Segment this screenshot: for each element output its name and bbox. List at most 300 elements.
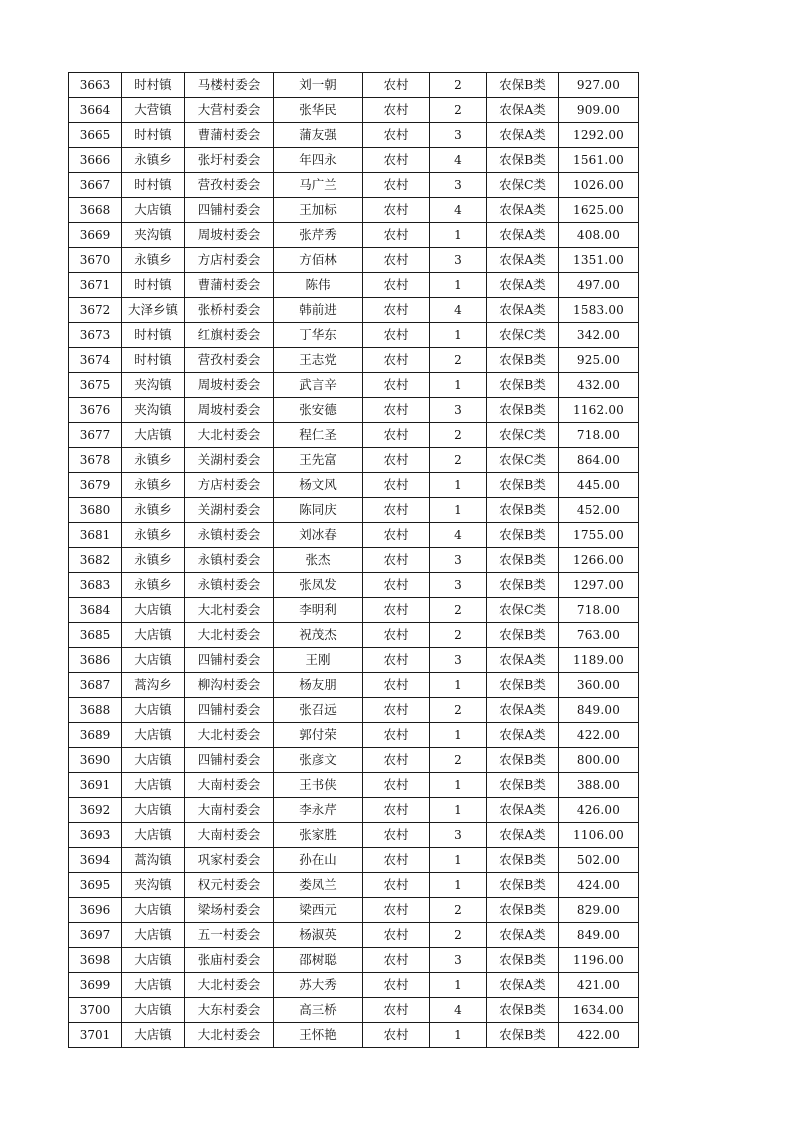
village-committee-cell: 张桥村委会 (185, 298, 274, 323)
insurance-category-cell: 农保A类 (487, 698, 559, 723)
table-row (69, 123, 639, 148)
table-row (69, 398, 639, 423)
family-size-cell: 3 (430, 398, 487, 423)
township-cell: 大店镇 (122, 773, 185, 798)
family-size-cell: 1 (430, 273, 487, 298)
village-committee-cell: 权元村委会 (185, 873, 274, 898)
record-id-cell: 3697 (69, 923, 122, 948)
insurance-category-cell: 农保B类 (487, 373, 559, 398)
amount-cell: 1351.00 (559, 248, 639, 273)
township-cell: 大店镇 (122, 998, 185, 1023)
person-name-cell: 丁华东 (274, 323, 363, 348)
township-cell: 大店镇 (122, 648, 185, 673)
township-cell: 夹沟镇 (122, 398, 185, 423)
record-id-cell: 3664 (69, 98, 122, 123)
household-type-cell: 农村 (363, 673, 430, 698)
household-type-cell: 农村 (363, 148, 430, 173)
household-type-cell: 农村 (363, 523, 430, 548)
amount-cell: 849.00 (559, 923, 639, 948)
family-size-cell: 2 (430, 898, 487, 923)
insurance-category-cell: 农保B类 (487, 548, 559, 573)
record-id-cell: 3679 (69, 473, 122, 498)
person-name-cell: 张杰 (274, 548, 363, 573)
table-row (69, 98, 639, 123)
amount-cell: 1189.00 (559, 648, 639, 673)
table-row (69, 923, 639, 948)
insurance-category-cell: 农保B类 (487, 73, 559, 98)
household-type-cell: 农村 (363, 848, 430, 873)
table-row (69, 773, 639, 798)
table-row (69, 473, 639, 498)
village-committee-cell: 四铺村委会 (185, 198, 274, 223)
family-size-cell: 3 (430, 573, 487, 598)
family-size-cell: 1 (430, 373, 487, 398)
village-committee-cell: 方店村委会 (185, 473, 274, 498)
township-cell: 夹沟镇 (122, 873, 185, 898)
family-size-cell: 1 (430, 673, 487, 698)
table-row (69, 573, 639, 598)
record-id-cell: 3682 (69, 548, 122, 573)
family-size-cell: 1 (430, 473, 487, 498)
amount-cell: 422.00 (559, 1023, 639, 1048)
record-id-cell: 3686 (69, 648, 122, 673)
family-size-cell: 2 (430, 698, 487, 723)
table-row (69, 198, 639, 223)
household-type-cell: 农村 (363, 398, 430, 423)
person-name-cell: 郭付荣 (274, 723, 363, 748)
amount-cell: 424.00 (559, 873, 639, 898)
record-id-cell: 3696 (69, 898, 122, 923)
township-cell: 时村镇 (122, 348, 185, 373)
person-name-cell: 张彦文 (274, 748, 363, 773)
person-name-cell: 杨文风 (274, 473, 363, 498)
household-type-cell: 农村 (363, 348, 430, 373)
person-name-cell: 张召远 (274, 698, 363, 723)
household-type-cell: 农村 (363, 998, 430, 1023)
record-id-cell: 3690 (69, 748, 122, 773)
amount-cell: 388.00 (559, 773, 639, 798)
family-size-cell: 2 (430, 923, 487, 948)
record-id-cell: 3675 (69, 373, 122, 398)
table-row (69, 873, 639, 898)
record-id-cell: 3689 (69, 723, 122, 748)
insurance-category-cell: 农保B类 (487, 948, 559, 973)
township-cell: 大店镇 (122, 698, 185, 723)
record-id-cell: 3669 (69, 223, 122, 248)
amount-cell: 502.00 (559, 848, 639, 873)
record-id-cell: 3680 (69, 498, 122, 523)
amount-cell: 1292.00 (559, 123, 639, 148)
person-name-cell: 刘一朝 (274, 73, 363, 98)
township-cell: 大店镇 (122, 598, 185, 623)
insurance-category-cell: 农保A类 (487, 223, 559, 248)
township-cell: 大店镇 (122, 423, 185, 448)
insurance-category-cell: 农保A类 (487, 723, 559, 748)
insurance-category-cell: 农保A类 (487, 298, 559, 323)
household-type-cell: 农村 (363, 123, 430, 148)
table-row (69, 273, 639, 298)
record-id-cell: 3678 (69, 448, 122, 473)
township-cell: 时村镇 (122, 273, 185, 298)
amount-cell: 360.00 (559, 673, 639, 698)
record-id-cell: 3692 (69, 798, 122, 823)
table-row (69, 498, 639, 523)
table-row (69, 423, 639, 448)
person-name-cell: 杨淑英 (274, 923, 363, 948)
household-type-cell: 农村 (363, 623, 430, 648)
family-size-cell: 1 (430, 323, 487, 348)
insurance-category-cell: 农保B类 (487, 498, 559, 523)
amount-cell: 909.00 (559, 98, 639, 123)
amount-cell: 452.00 (559, 498, 639, 523)
household-type-cell: 农村 (363, 223, 430, 248)
record-id-cell: 3691 (69, 773, 122, 798)
amount-cell: 1106.00 (559, 823, 639, 848)
insurance-category-cell: 农保A类 (487, 123, 559, 148)
person-name-cell: 陈同庆 (274, 498, 363, 523)
record-id-cell: 3677 (69, 423, 122, 448)
table-row (69, 548, 639, 573)
village-committee-cell: 永镇村委会 (185, 548, 274, 573)
household-type-cell: 农村 (363, 548, 430, 573)
township-cell: 永镇乡 (122, 573, 185, 598)
family-size-cell: 4 (430, 998, 487, 1023)
table-row (69, 448, 639, 473)
record-id-cell: 3672 (69, 298, 122, 323)
table-row (69, 798, 639, 823)
family-size-cell: 2 (430, 623, 487, 648)
insurance-category-cell: 农保B类 (487, 998, 559, 1023)
insurance-category-cell: 农保C类 (487, 598, 559, 623)
insurance-category-cell: 农保A类 (487, 823, 559, 848)
person-name-cell: 王书侠 (274, 773, 363, 798)
village-committee-cell: 大北村委会 (185, 598, 274, 623)
family-size-cell: 1 (430, 773, 487, 798)
township-cell: 大店镇 (122, 823, 185, 848)
insurance-category-cell: 农保B类 (487, 748, 559, 773)
village-committee-cell: 周坡村委会 (185, 398, 274, 423)
village-committee-cell: 关湖村委会 (185, 498, 274, 523)
insurance-category-cell: 农保C类 (487, 423, 559, 448)
table-row (69, 723, 639, 748)
record-id-cell: 3695 (69, 873, 122, 898)
family-size-cell: 4 (430, 523, 487, 548)
table-row (69, 1023, 639, 1048)
records-table (68, 72, 639, 1048)
table-row (69, 173, 639, 198)
village-committee-cell: 营孜村委会 (185, 173, 274, 198)
record-id-cell: 3671 (69, 273, 122, 298)
family-size-cell: 2 (430, 448, 487, 473)
township-cell: 大泽乡镇 (122, 298, 185, 323)
record-id-cell: 3663 (69, 73, 122, 98)
household-type-cell: 农村 (363, 473, 430, 498)
table-row (69, 148, 639, 173)
record-id-cell: 3687 (69, 673, 122, 698)
village-committee-cell: 周坡村委会 (185, 223, 274, 248)
household-type-cell: 农村 (363, 323, 430, 348)
family-size-cell: 2 (430, 98, 487, 123)
record-id-cell: 3665 (69, 123, 122, 148)
township-cell: 时村镇 (122, 73, 185, 98)
village-committee-cell: 张圩村委会 (185, 148, 274, 173)
village-committee-cell: 曹蒲村委会 (185, 273, 274, 298)
insurance-category-cell: 农保A类 (487, 798, 559, 823)
amount-cell: 342.00 (559, 323, 639, 348)
amount-cell: 1026.00 (559, 173, 639, 198)
family-size-cell: 4 (430, 148, 487, 173)
township-cell: 永镇乡 (122, 523, 185, 548)
amount-cell: 1162.00 (559, 398, 639, 423)
person-name-cell: 梁西元 (274, 898, 363, 923)
table-row (69, 323, 639, 348)
table-row (69, 998, 639, 1023)
village-committee-cell: 周坡村委会 (185, 373, 274, 398)
family-size-cell: 3 (430, 548, 487, 573)
village-committee-cell: 五一村委会 (185, 923, 274, 948)
insurance-category-cell: 农保A类 (487, 923, 559, 948)
person-name-cell: 杨友朋 (274, 673, 363, 698)
table-row (69, 823, 639, 848)
amount-cell: 718.00 (559, 423, 639, 448)
family-size-cell: 4 (430, 198, 487, 223)
record-id-cell: 3666 (69, 148, 122, 173)
record-id-cell: 3699 (69, 973, 122, 998)
person-name-cell: 方佰林 (274, 248, 363, 273)
household-type-cell: 农村 (363, 198, 430, 223)
township-cell: 大店镇 (122, 623, 185, 648)
record-id-cell: 3670 (69, 248, 122, 273)
record-id-cell: 3693 (69, 823, 122, 848)
household-type-cell: 农村 (363, 773, 430, 798)
village-committee-cell: 曹蒲村委会 (185, 123, 274, 148)
amount-cell: 718.00 (559, 598, 639, 623)
table-row (69, 848, 639, 873)
person-name-cell: 程仁圣 (274, 423, 363, 448)
amount-cell: 927.00 (559, 73, 639, 98)
person-name-cell: 张华民 (274, 98, 363, 123)
table-row (69, 598, 639, 623)
insurance-category-cell: 农保B类 (487, 348, 559, 373)
table-row (69, 73, 639, 98)
family-size-cell: 3 (430, 248, 487, 273)
family-size-cell: 2 (430, 423, 487, 448)
insurance-category-cell: 农保C类 (487, 323, 559, 348)
insurance-category-cell: 农保A类 (487, 198, 559, 223)
insurance-category-cell: 农保B类 (487, 673, 559, 698)
amount-cell: 1625.00 (559, 198, 639, 223)
village-committee-cell: 巩家村委会 (185, 848, 274, 873)
household-type-cell: 农村 (363, 98, 430, 123)
household-type-cell: 农村 (363, 498, 430, 523)
household-type-cell: 农村 (363, 798, 430, 823)
township-cell: 大店镇 (122, 948, 185, 973)
township-cell: 永镇乡 (122, 148, 185, 173)
household-type-cell: 农村 (363, 823, 430, 848)
village-committee-cell: 大南村委会 (185, 823, 274, 848)
family-size-cell: 1 (430, 1023, 487, 1048)
village-committee-cell: 四铺村委会 (185, 698, 274, 723)
insurance-category-cell: 农保B类 (487, 848, 559, 873)
village-committee-cell: 大南村委会 (185, 773, 274, 798)
village-committee-cell: 四铺村委会 (185, 648, 274, 673)
table-row (69, 348, 639, 373)
family-size-cell: 3 (430, 823, 487, 848)
village-committee-cell: 大北村委会 (185, 423, 274, 448)
household-type-cell: 农村 (363, 573, 430, 598)
amount-cell: 497.00 (559, 273, 639, 298)
table-row (69, 948, 639, 973)
insurance-category-cell: 农保B类 (487, 398, 559, 423)
person-name-cell: 陈伟 (274, 273, 363, 298)
village-committee-cell: 四铺村委会 (185, 748, 274, 773)
insurance-category-cell: 农保B类 (487, 1023, 559, 1048)
person-name-cell: 苏大秀 (274, 973, 363, 998)
person-name-cell: 刘冰春 (274, 523, 363, 548)
family-size-cell: 2 (430, 598, 487, 623)
insurance-category-cell: 农保B类 (487, 523, 559, 548)
amount-cell: 1196.00 (559, 948, 639, 973)
table-row (69, 373, 639, 398)
village-committee-cell: 大北村委会 (185, 623, 274, 648)
insurance-category-cell: 农保C类 (487, 173, 559, 198)
household-type-cell: 农村 (363, 873, 430, 898)
household-type-cell: 农村 (363, 373, 430, 398)
village-committee-cell: 柳沟村委会 (185, 673, 274, 698)
record-id-cell: 3701 (69, 1023, 122, 1048)
record-id-cell: 3681 (69, 523, 122, 548)
person-name-cell: 年四永 (274, 148, 363, 173)
amount-cell: 763.00 (559, 623, 639, 648)
family-size-cell: 1 (430, 973, 487, 998)
person-name-cell: 娄凤兰 (274, 873, 363, 898)
insurance-category-cell: 农保B类 (487, 473, 559, 498)
insurance-category-cell: 农保A类 (487, 273, 559, 298)
table-row (69, 973, 639, 998)
person-name-cell: 张凤发 (274, 573, 363, 598)
household-type-cell: 农村 (363, 273, 430, 298)
amount-cell: 800.00 (559, 748, 639, 773)
township-cell: 大店镇 (122, 798, 185, 823)
family-size-cell: 3 (430, 123, 487, 148)
household-type-cell: 农村 (363, 748, 430, 773)
township-cell: 大店镇 (122, 1023, 185, 1048)
amount-cell: 1266.00 (559, 548, 639, 573)
family-size-cell: 1 (430, 848, 487, 873)
record-id-cell: 3688 (69, 698, 122, 723)
family-size-cell: 4 (430, 298, 487, 323)
person-name-cell: 蒲友强 (274, 123, 363, 148)
person-name-cell: 张芹秀 (274, 223, 363, 248)
record-id-cell: 3674 (69, 348, 122, 373)
village-committee-cell: 营孜村委会 (185, 348, 274, 373)
record-id-cell: 3694 (69, 848, 122, 873)
person-name-cell: 张安德 (274, 398, 363, 423)
insurance-category-cell: 农保A类 (487, 973, 559, 998)
township-cell: 大店镇 (122, 723, 185, 748)
township-cell: 永镇乡 (122, 248, 185, 273)
record-id-cell: 3676 (69, 398, 122, 423)
village-committee-cell: 大北村委会 (185, 1023, 274, 1048)
person-name-cell: 马广兰 (274, 173, 363, 198)
township-cell: 蒿沟镇 (122, 848, 185, 873)
household-type-cell: 农村 (363, 173, 430, 198)
person-name-cell: 王加标 (274, 198, 363, 223)
household-type-cell: 农村 (363, 598, 430, 623)
family-size-cell: 2 (430, 348, 487, 373)
record-id-cell: 3698 (69, 948, 122, 973)
township-cell: 夹沟镇 (122, 223, 185, 248)
record-id-cell: 3668 (69, 198, 122, 223)
village-committee-cell: 永镇村委会 (185, 573, 274, 598)
family-size-cell: 1 (430, 873, 487, 898)
table-row (69, 623, 639, 648)
amount-cell: 1561.00 (559, 148, 639, 173)
record-id-cell: 3683 (69, 573, 122, 598)
amount-cell: 432.00 (559, 373, 639, 398)
person-name-cell: 李明利 (274, 598, 363, 623)
amount-cell: 864.00 (559, 448, 639, 473)
household-type-cell: 农村 (363, 923, 430, 948)
amount-cell: 849.00 (559, 698, 639, 723)
record-id-cell: 3685 (69, 623, 122, 648)
amount-cell: 1634.00 (559, 998, 639, 1023)
insurance-category-cell: 农保A类 (487, 248, 559, 273)
table-row (69, 248, 639, 273)
records-table-body (69, 73, 639, 1048)
household-type-cell: 农村 (363, 698, 430, 723)
township-cell: 永镇乡 (122, 448, 185, 473)
insurance-category-cell: 农保B类 (487, 898, 559, 923)
village-committee-cell: 大北村委会 (185, 723, 274, 748)
township-cell: 大店镇 (122, 748, 185, 773)
person-name-cell: 孙在山 (274, 848, 363, 873)
township-cell: 永镇乡 (122, 498, 185, 523)
person-name-cell: 王怀艳 (274, 1023, 363, 1048)
amount-cell: 829.00 (559, 898, 639, 923)
family-size-cell: 3 (430, 173, 487, 198)
amount-cell: 422.00 (559, 723, 639, 748)
record-id-cell: 3700 (69, 998, 122, 1023)
table-row (69, 223, 639, 248)
table-row (69, 673, 639, 698)
township-cell: 时村镇 (122, 323, 185, 348)
person-name-cell: 王志党 (274, 348, 363, 373)
township-cell: 时村镇 (122, 173, 185, 198)
township-cell: 大店镇 (122, 898, 185, 923)
village-committee-cell: 方店村委会 (185, 248, 274, 273)
amount-cell: 1297.00 (559, 573, 639, 598)
insurance-category-cell: 农保B类 (487, 773, 559, 798)
household-type-cell: 农村 (363, 648, 430, 673)
insurance-category-cell: 农保B类 (487, 573, 559, 598)
family-size-cell: 2 (430, 73, 487, 98)
record-id-cell: 3684 (69, 598, 122, 623)
insurance-category-cell: 农保A类 (487, 98, 559, 123)
table-row (69, 648, 639, 673)
amount-cell: 408.00 (559, 223, 639, 248)
person-name-cell: 韩前进 (274, 298, 363, 323)
amount-cell: 426.00 (559, 798, 639, 823)
amount-cell: 1583.00 (559, 298, 639, 323)
family-size-cell: 1 (430, 498, 487, 523)
township-cell: 大店镇 (122, 973, 185, 998)
amount-cell: 925.00 (559, 348, 639, 373)
household-type-cell: 农村 (363, 723, 430, 748)
person-name-cell: 王刚 (274, 648, 363, 673)
insurance-category-cell: 农保B类 (487, 623, 559, 648)
household-type-cell: 农村 (363, 248, 430, 273)
